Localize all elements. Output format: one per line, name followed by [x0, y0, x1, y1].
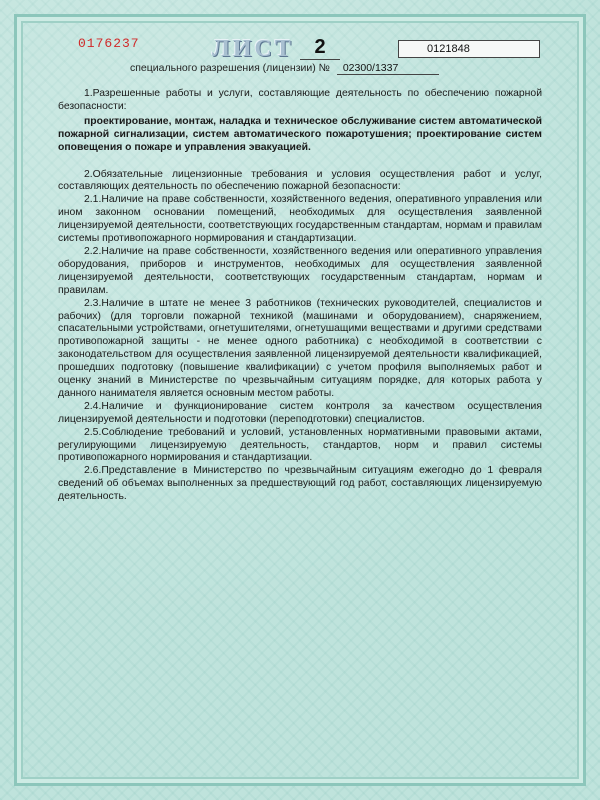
license-reference [130, 62, 439, 75]
paragraph-2-2: 2.2.Наличие на праве собственности, хозяйственного ведения или оперативного управления оборудования, приборов и инструментов, необходимых для осуществления заявленной лицензируемой деятельности, соответствующих государственным стандартам, нормам и правилам. [58, 245, 542, 296]
paragraph-2-6: 2.6.Представление в Министерство по чрезвычайным ситуациям ежегодно до 1 февраля сведений об объемах выполненных за предшествующий год работ, составляющих лицензируемую деятельность. [58, 465, 542, 503]
permitted-works: проектирование, монтаж, наладка и техническое обслуживание систем автоматической пожарной сигнализации, систем автоматического пожаротушения; проектирование систем оповещения о пожаре и управления эвакуацией. [58, 115, 542, 153]
serial-number: 0176237 [78, 36, 140, 51]
document-body [58, 88, 542, 504]
license-number: 02300/1337 [337, 62, 439, 75]
paragraph-2-1: 2.1.Наличие на праве собственности, хозяйственного ведения, оперативного управления или ином законном основании помещений, необходимых для осуществления заявленной лицензируемой деятельности, соответствующих государственным стандартам, нормам и правилам системы противопожарного нормирования и стандартизации. [58, 194, 542, 245]
paragraph-1: 1.Разрешенные работы и услуги, составляющие деятельность по обеспечению пожарной безопасности: [58, 88, 542, 112]
sheet-number: 2 [300, 36, 340, 60]
paragraph-2-5: 2.5.Соблюдение требований и условий, установленных нормативными правовыми актами, регулирующими лицензируемую деятельность, стандартов, норм и правил системы противопожарного нормирования и стандартизации. [58, 426, 542, 464]
paragraph-2: 2.Обязательные лицензионные требования и условия осуществления работ и услуг, составляющих деятельность по обеспечению пожарной безопасности: [58, 168, 542, 193]
license-label: специального разрешения (лицензии) № [130, 62, 330, 74]
spacer [58, 155, 542, 169]
sheet-title: ЛИСТ [212, 36, 294, 62]
paragraph-2-3: 2.3.Наличие в штате не менее 3 работников (технических руководителей, специалистов и рабочих) (для торговли пожарной техникой (машинами и оборудованием), снаряжением, спасательными устройствами, огнетушителями, огнетушащими веществами и другими средствами противопожарной защиты - не менее одного работника) с необходимой в соответствии с законодательством для осуществления заявленной лицензируемой деятельности квалификацией, прошедших подготовку (повышение квалификации) с учетом профиля выполняемых работ и оценку знаний в Министерстве по чрезвычайным ситуациям порядке, для которых работа у данного нанимателя является основным местом работы. [58, 297, 542, 399]
registration-number: 0121848 [427, 43, 470, 55]
registration-number-box [398, 40, 540, 58]
paragraph-2-4: 2.4.Наличие и функционирование систем контроля за качеством осуществления лицензируемой деятельности и подготовки (переподготовки) специалистов. [58, 400, 542, 425]
